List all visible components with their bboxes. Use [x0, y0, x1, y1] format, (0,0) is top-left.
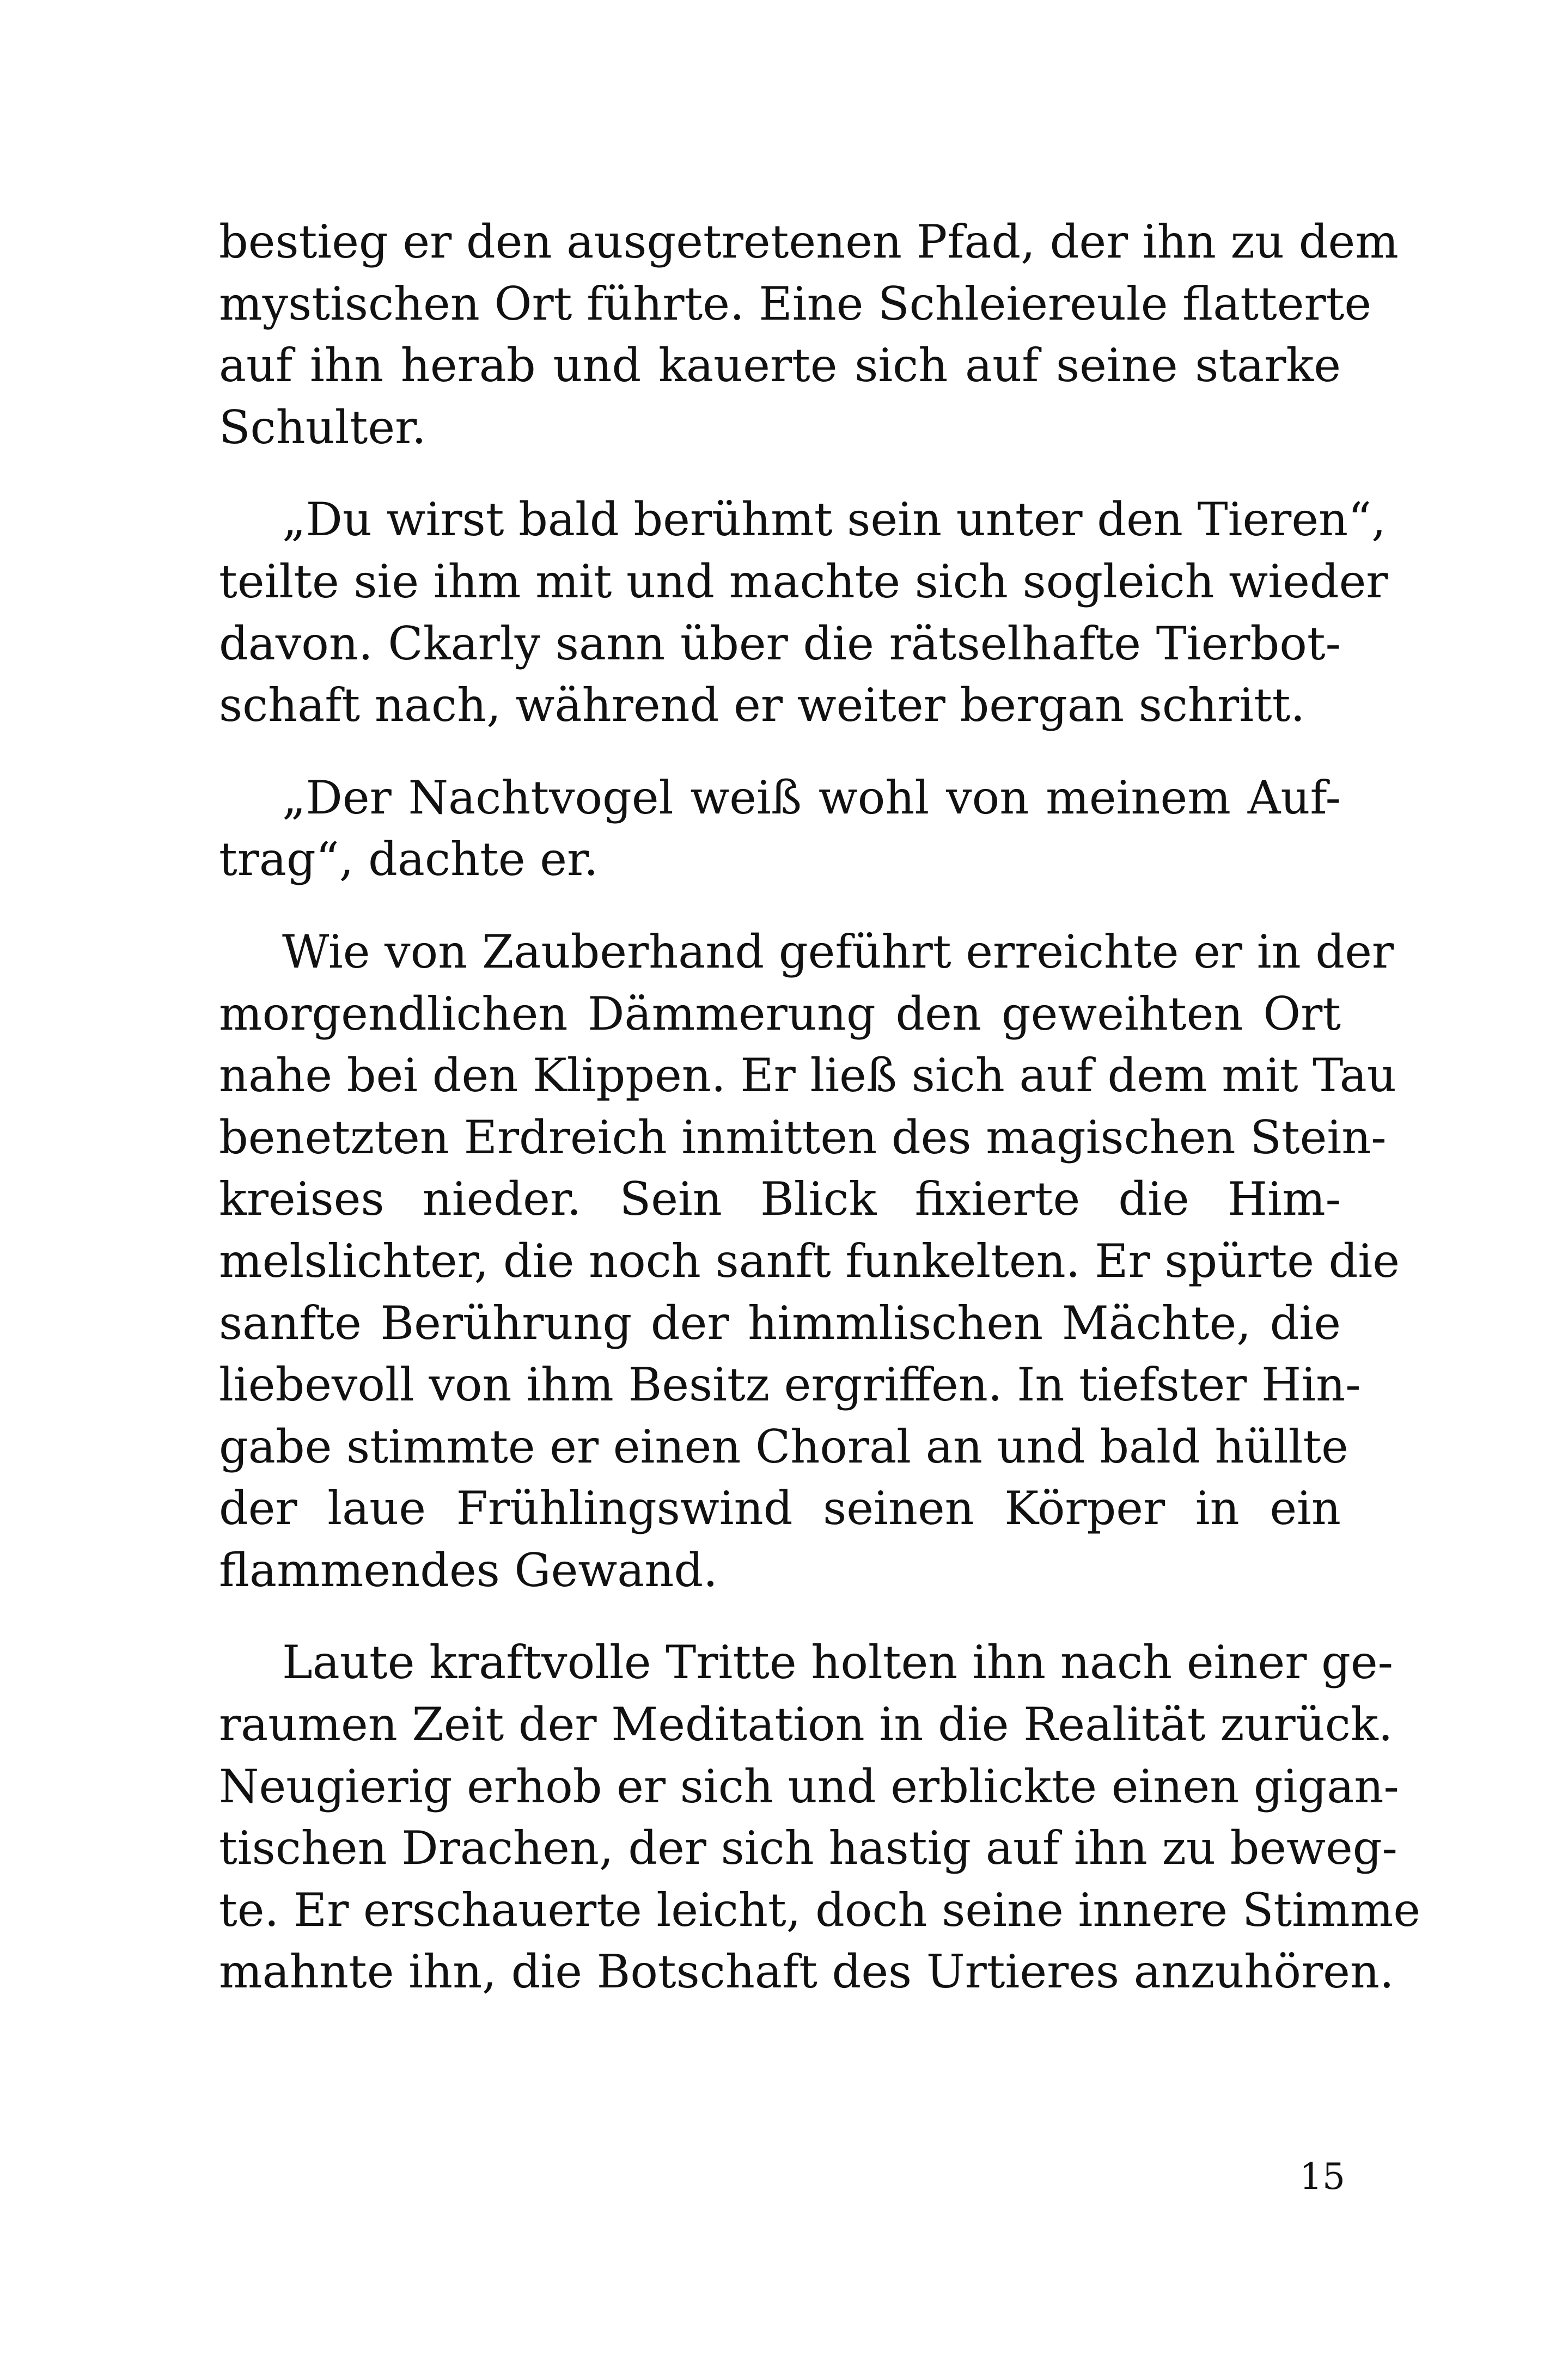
text-line: mystischen Ort führte. Eine Schleiereule flatterte — [219, 277, 1372, 331]
page-number: 15 — [1299, 2156, 1345, 2198]
text-line: Schulter. — [219, 400, 426, 454]
paragraph-3 — [219, 767, 1341, 891]
text-line: der laue Frühlingswind seinen Körper in ein — [219, 1482, 1341, 1535]
paragraph-2 — [219, 489, 1388, 736]
text-line: kreises nieder. Sein Blick fixierte die Him- — [219, 1172, 1341, 1226]
text-line: davon. Ckarly sann über die rätselhafte Tierbot- — [219, 616, 1341, 670]
paragraph-1 — [219, 211, 1399, 458]
text-line: auf ihn herab und kauerte sich auf seine starke — [219, 339, 1341, 393]
text-line: Laute kraftvolle Tritte holten ihn nach einer ge- — [282, 1636, 1393, 1690]
text-line: „Der Nachtvogel weiß wohl von meinem Auf- — [282, 770, 1341, 824]
text-line: bestieg er den ausgetretenen Pfad, der ihn zu dem — [219, 215, 1399, 268]
body-text — [219, 211, 1421, 2034]
text-line: gabe stimmte er einen Choral an und bald hüllte — [219, 1420, 1348, 1473]
text-line: morgendlichen Dämmerung den geweihten Ort — [219, 987, 1341, 1041]
text-line: te. Er erschauerte leicht, doch seine innere Stimme — [219, 1883, 1421, 1937]
text-line: liebevoll von ihm Besitz ergriffen. In tiefster Hin- — [219, 1358, 1361, 1412]
text-line: schaft nach, während er weiter bergan schritt. — [219, 678, 1305, 732]
text-line: benetzten Erdreich inmitten des magischen Stein- — [219, 1110, 1387, 1164]
text-line: trag“, dachte er. — [219, 833, 599, 886]
text-line: sanfte Berührung der himmlischen Mächte, die — [219, 1296, 1341, 1350]
text-line: Neugierig erhob er sich und erblickte einen gigan- — [219, 1759, 1399, 1813]
text-line: flammendes Gewand. — [219, 1543, 718, 1597]
text-line: tischen Drachen, der sich hastig auf ihn zu beweg- — [219, 1821, 1397, 1875]
text-line: mahnte ihn, die Botschaft des Urtieres anzuhören. — [219, 1945, 1394, 1999]
text-line: melslichter, die noch sanft funkelten. Er spürte die — [219, 1234, 1400, 1288]
text-line: Wie von Zauberhand geführt erreichte er in der — [282, 925, 1394, 978]
text-line: teilte sie ihm mit und machte sich sogleich wieder — [219, 554, 1388, 608]
paragraph-5 — [219, 1632, 1421, 2003]
text-line: nahe bei den Klippen. Er ließ sich auf dem mit Tau — [219, 1049, 1396, 1103]
text-line: raumen Zeit der Meditation in die Realität zurück. — [219, 1698, 1393, 1752]
text-line: „Du wirst bald berühmt sein unter den Tieren“, — [282, 493, 1386, 547]
paragraph-4 — [219, 921, 1400, 1602]
